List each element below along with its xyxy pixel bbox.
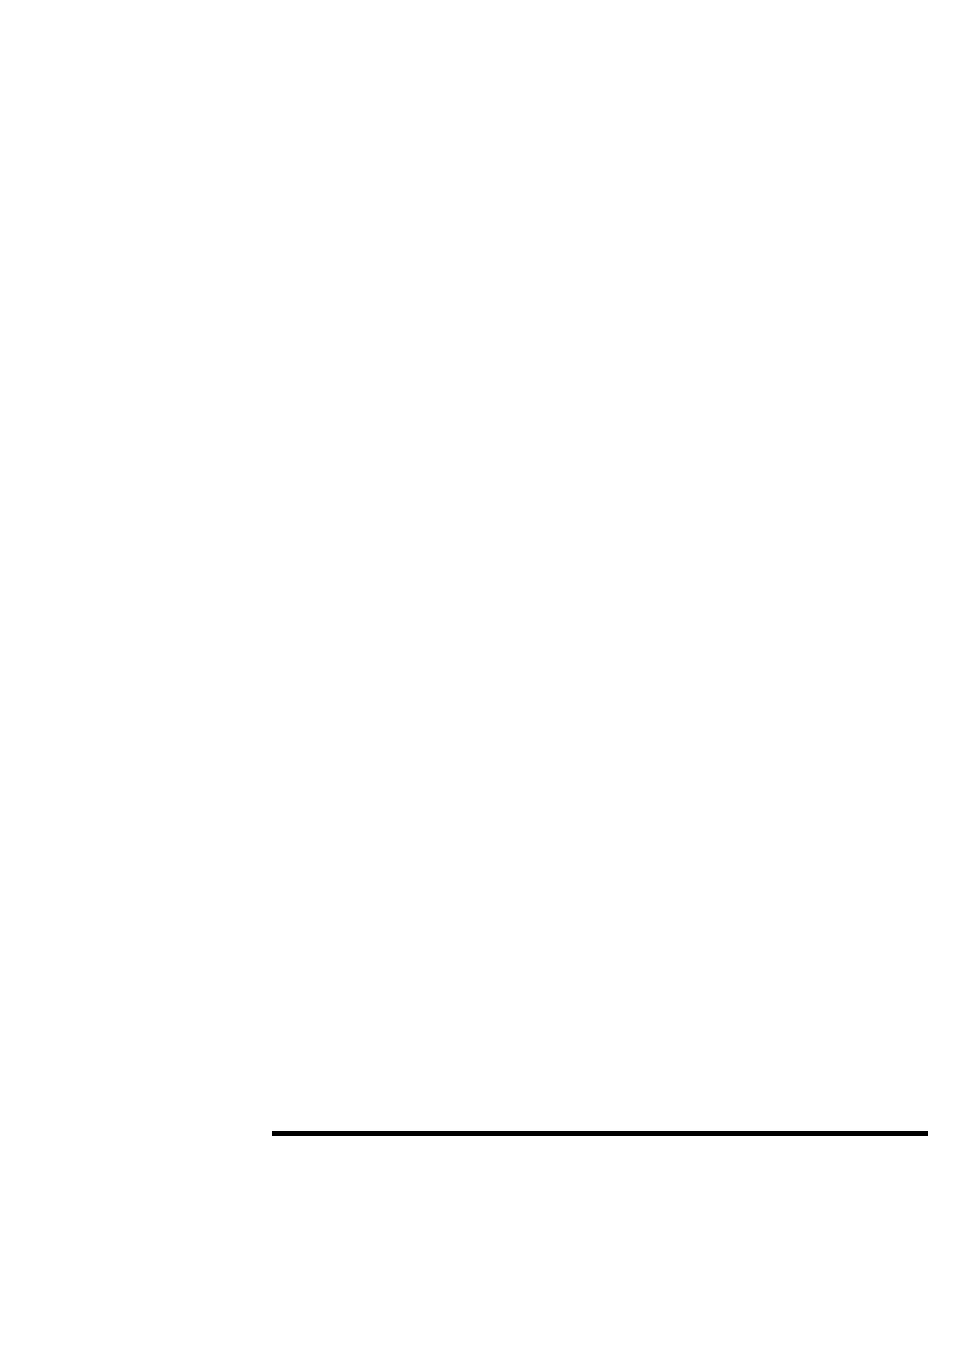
footer-divider — [272, 1131, 928, 1136]
